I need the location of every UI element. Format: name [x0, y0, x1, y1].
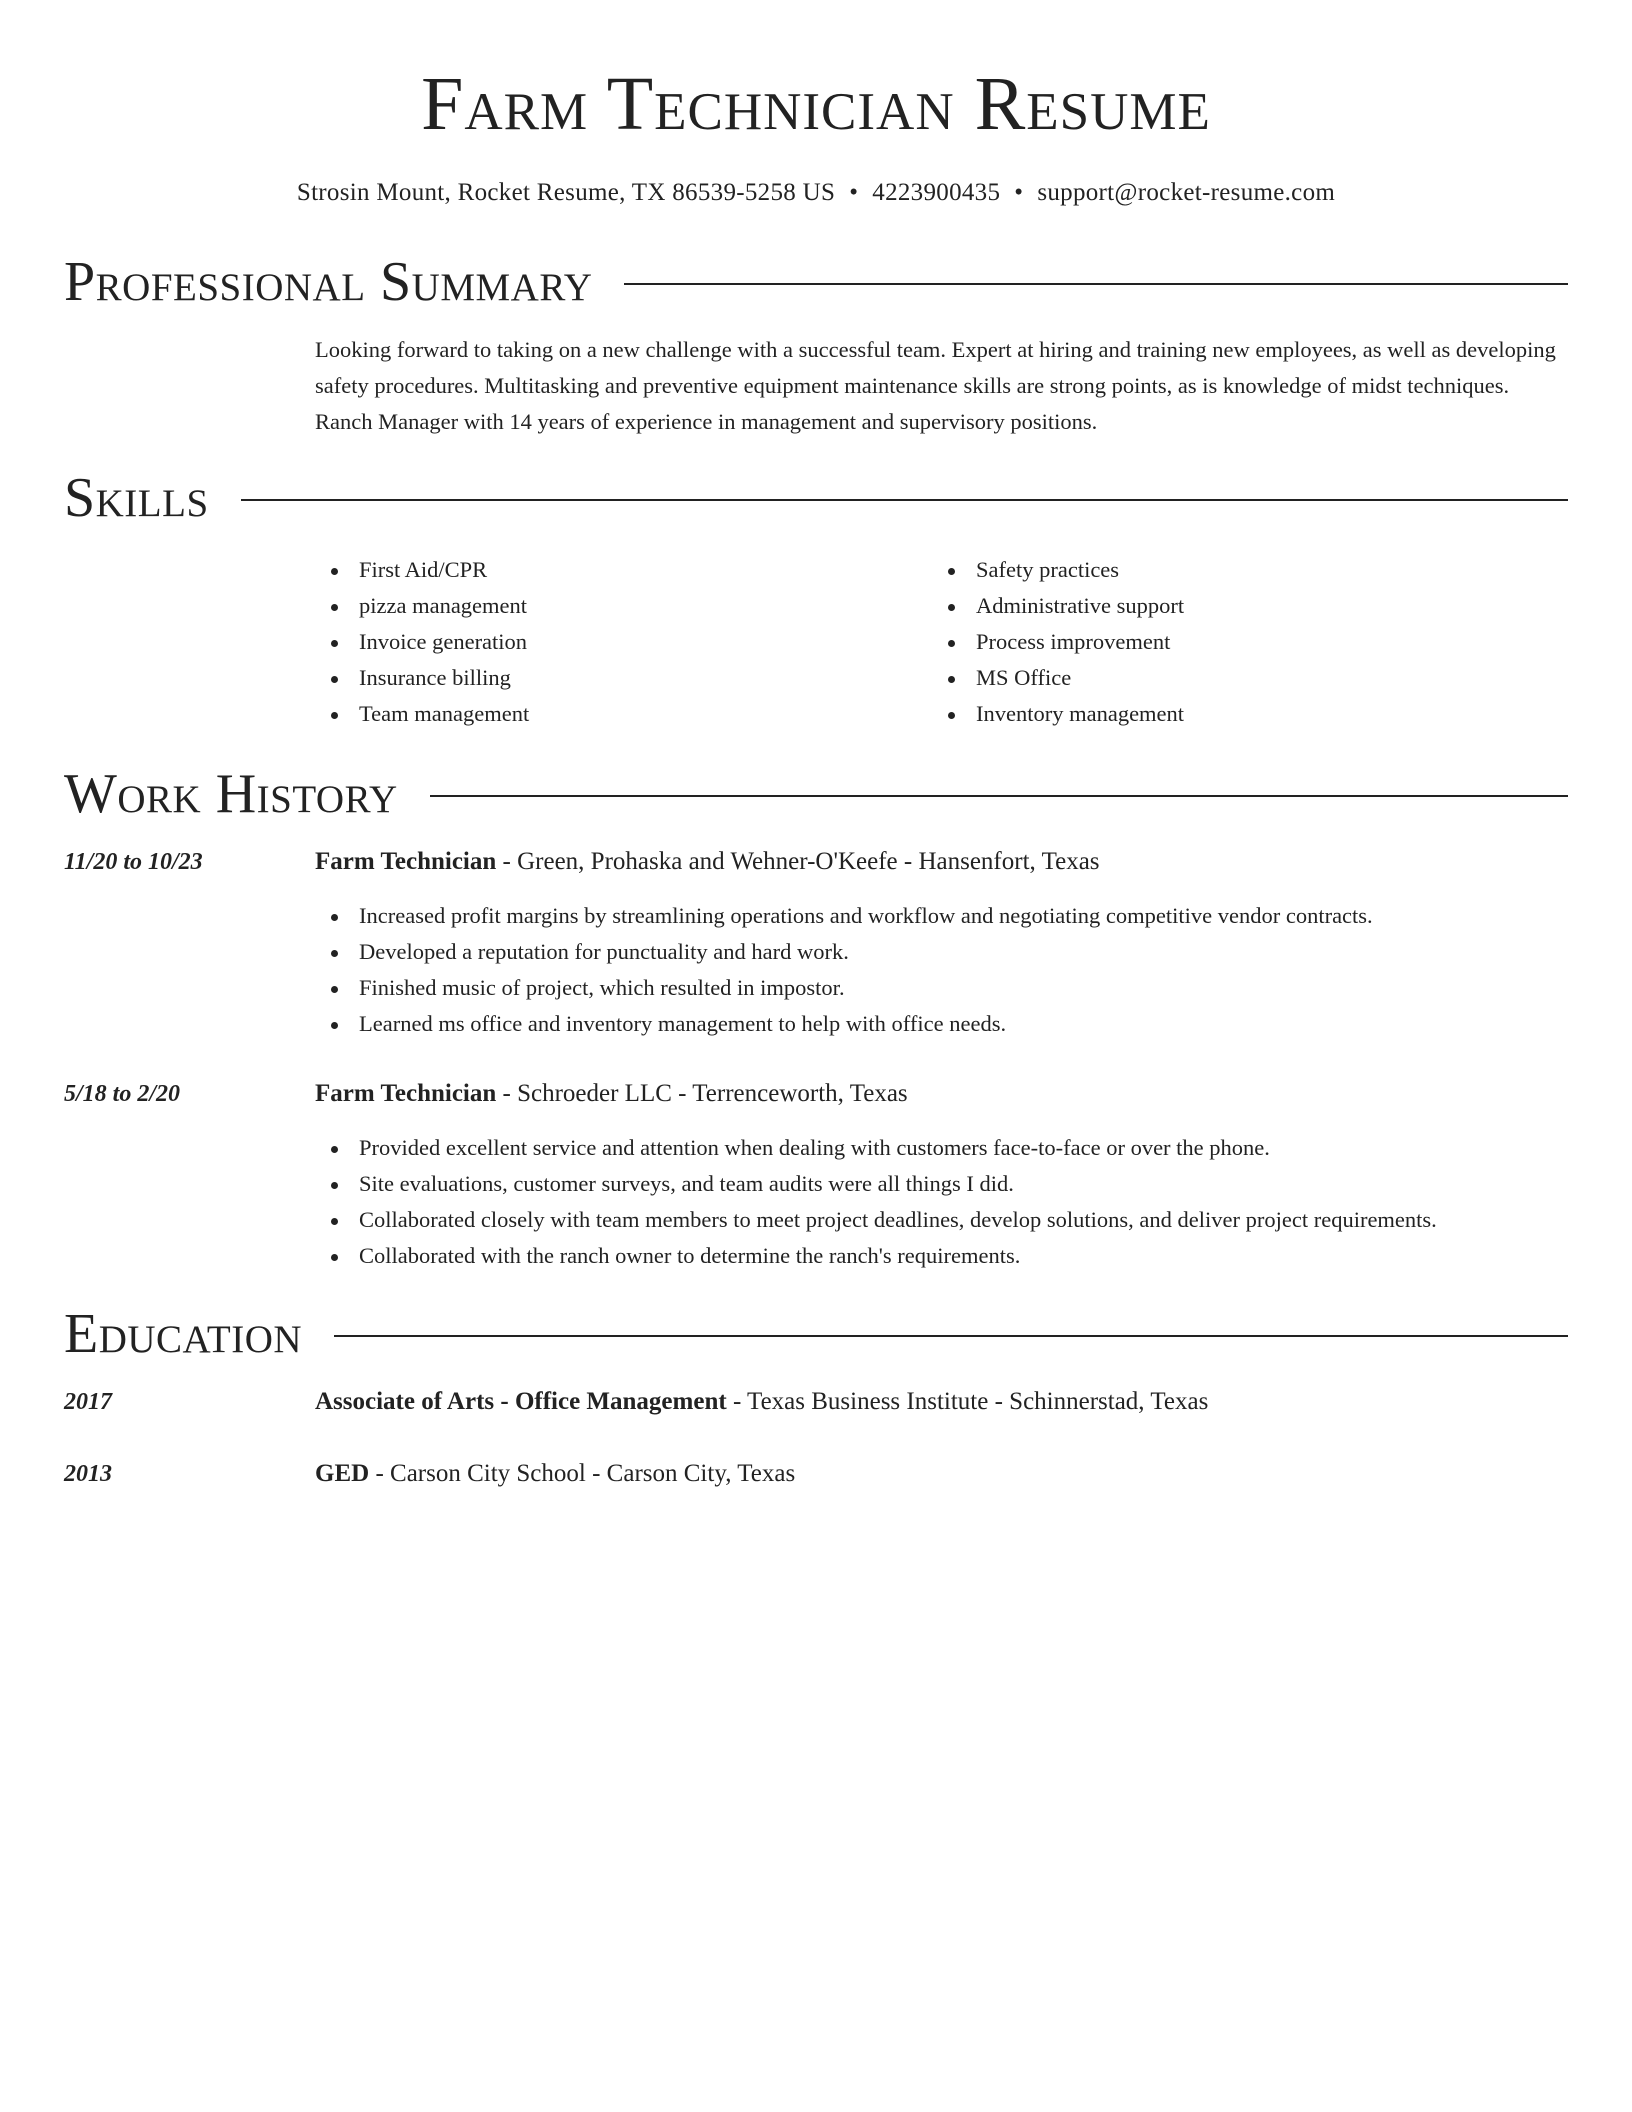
skill-item: Administrative support	[932, 588, 1549, 624]
skills-section-title: Skills	[64, 467, 209, 529]
work-entry	[64, 1076, 1568, 1274]
education-entry-body	[315, 1384, 1568, 1420]
employer-details: - Green, Prohaska and Wehner-O'Keefe - Hansenfort, Texas	[496, 848, 1100, 875]
education-entry-body	[315, 1456, 1568, 1492]
work-bullet: Collaborated with the ranch owner to determine the ranch's requirements.	[315, 1238, 1568, 1274]
work-dates: 5/18 to 2/20	[64, 1081, 181, 1107]
work-bullet: Learned ms office and inventory management to help with office needs.	[315, 1006, 1568, 1042]
work-heading	[315, 1076, 1568, 1112]
contact-separator: •	[849, 179, 859, 206]
skills-section-header	[64, 466, 1568, 530]
skill-item: Insurance billing	[315, 660, 932, 696]
work-bullet: Site evaluations, customer surveys, and team audits were all things I did.	[315, 1166, 1568, 1202]
work-bullet: Developed a reputation for punctuality and hard work.	[315, 934, 1568, 970]
skill-item: Team management	[315, 696, 932, 732]
education-heading	[315, 1384, 1568, 1420]
skill-item: First Aid/CPR	[315, 552, 932, 588]
work-entry-body	[315, 844, 1568, 1042]
work-bullet: Provided excellent service and attention when dealing with customers face-to-face or over the phone.	[315, 1130, 1568, 1166]
contact-address: Strosin Mount, Rocket Resume, TX 86539-5258 US	[296, 179, 836, 206]
section-divider	[241, 499, 1568, 501]
skills-list	[315, 552, 1568, 732]
work-entry-body	[315, 1076, 1568, 1274]
education-year: 2013	[64, 1461, 112, 1487]
work-heading	[315, 844, 1568, 880]
education-entry	[64, 1384, 1568, 1420]
resume-title: Farm Technician Resume	[421, 62, 1211, 146]
skill-item: Invoice generation	[315, 624, 932, 660]
contact-email: support@rocket-resume.com	[1037, 179, 1336, 206]
work-bullets	[315, 898, 1568, 1042]
degree: GED	[315, 1460, 370, 1487]
job-title: Farm Technician	[315, 1080, 497, 1107]
work-section-header	[64, 762, 1568, 826]
skills-column-right	[932, 552, 1549, 732]
school-details: - Texas Business Institute - Schinnerstad, Texas	[726, 1388, 1209, 1415]
work-bullet: Increased profit margins by streamlining operations and workflow and negotiating competitive vendor contracts.	[315, 898, 1568, 934]
summary-section-title: Professional Summary	[64, 251, 593, 313]
contact-line	[64, 176, 1568, 210]
education-section-title: Education	[64, 1303, 303, 1365]
section-divider	[624, 283, 1568, 285]
work-bullets	[315, 1130, 1568, 1274]
section-divider	[430, 795, 1568, 797]
summary-section-header	[64, 250, 1568, 314]
work-bullet: Finished music of project, which resulted in impostor.	[315, 970, 1568, 1006]
contact-phone: 4223900435	[872, 179, 1001, 206]
education-heading	[315, 1456, 1568, 1492]
skill-item: Process improvement	[932, 624, 1549, 660]
work-section-title: Work History	[64, 763, 398, 825]
education-section-header	[64, 1302, 1568, 1366]
work-dates: 11/20 to 10/23	[64, 849, 203, 875]
employer-details: - Schroeder LLC - Terrenceworth, Texas	[496, 1080, 908, 1107]
skill-item: MS Office	[932, 660, 1549, 696]
summary-text: Looking forward to taking on a new challenge with a successful team. Expert at hiring and training new employees, as well as developing safety procedures. Multitasking and preventive equipment maintenance skills are strong points, as is knowledge of midst techniques. Ranch Manager with 14 years of experience in management and supervisory positions.	[315, 337, 1556, 434]
degree: Associate of Arts - Office Management	[315, 1388, 727, 1415]
education-year: 2017	[64, 1389, 112, 1415]
contact-separator: •	[1014, 179, 1024, 206]
skill-item: Inventory management	[932, 696, 1549, 732]
skill-item: pizza management	[315, 588, 932, 624]
skill-item: Safety practices	[932, 552, 1549, 588]
school-details: - Carson City School - Carson City, Texas	[369, 1460, 796, 1487]
section-divider	[334, 1335, 1568, 1337]
skills-column-left	[315, 552, 932, 732]
job-title: Farm Technician	[315, 848, 497, 875]
work-bullet: Collaborated closely with team members to meet project deadlines, develop solutions, and deliver project requirements.	[315, 1202, 1568, 1238]
education-entry	[64, 1456, 1568, 1492]
work-entry	[64, 844, 1568, 1042]
